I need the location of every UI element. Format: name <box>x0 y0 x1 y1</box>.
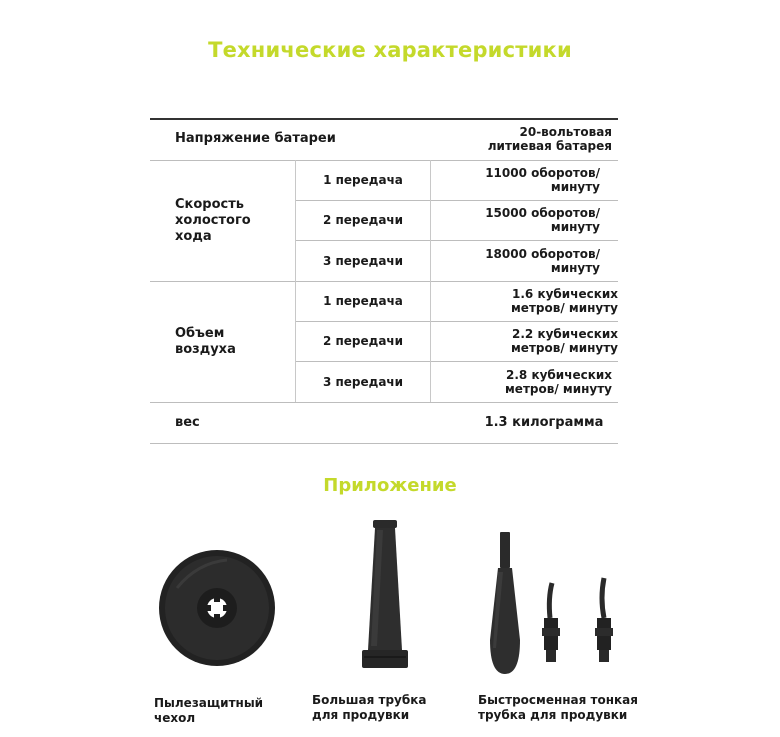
speed-value-1: 11000 оборотов/ минуту <box>485 166 600 194</box>
speed-value-3: 18000 оборотов/ минуту <box>485 246 600 275</box>
air-value-3: 2.8 кубических метров/ минуту <box>505 367 612 396</box>
large-nozzle-icon <box>355 518 415 678</box>
dust-cover-caption: Пылезащитный чехол <box>154 696 264 725</box>
air-label: Объем воздуха <box>175 325 236 357</box>
weight-label: вес <box>175 414 200 430</box>
battery-label: Напряжение батареи <box>175 131 336 146</box>
battery-value: 20-вольтовая литиевая батарея <box>487 125 612 153</box>
weight-value: 1.3 килограмма <box>484 414 604 430</box>
speed-gear-1: 1 передача <box>323 173 403 187</box>
speed-gear-3: 3 передачи <box>322 253 404 268</box>
application-title: Приложение <box>323 475 457 496</box>
air-gear-2: 2 передачи <box>322 334 404 348</box>
dust-cover-icon <box>157 548 277 668</box>
air-value-1: 1.6 кубических метров/ минуту <box>511 287 618 315</box>
air-value-2: 2.2 кубических метров/ минуту <box>511 327 618 355</box>
thin-nozzle-caption: Быстросменная тонкая трубка для продувки <box>478 693 638 722</box>
thin-nozzle-icon <box>482 528 622 678</box>
air-gear-1: 1 передача <box>323 294 403 308</box>
air-gear-3: 3 передачи <box>322 374 404 389</box>
speed-label: Скорость холостого хода <box>175 196 251 244</box>
speed-value-2: 15000 оборотов/ минуту <box>485 206 600 234</box>
speed-gear-2: 2 передачи <box>322 213 404 227</box>
large-nozzle-caption: Большая трубка для продувки <box>312 693 427 722</box>
column-divider <box>430 281 431 402</box>
column-divider <box>430 160 431 281</box>
table-bottom-border <box>150 443 618 444</box>
page-title: Технические характеристики <box>208 38 572 62</box>
